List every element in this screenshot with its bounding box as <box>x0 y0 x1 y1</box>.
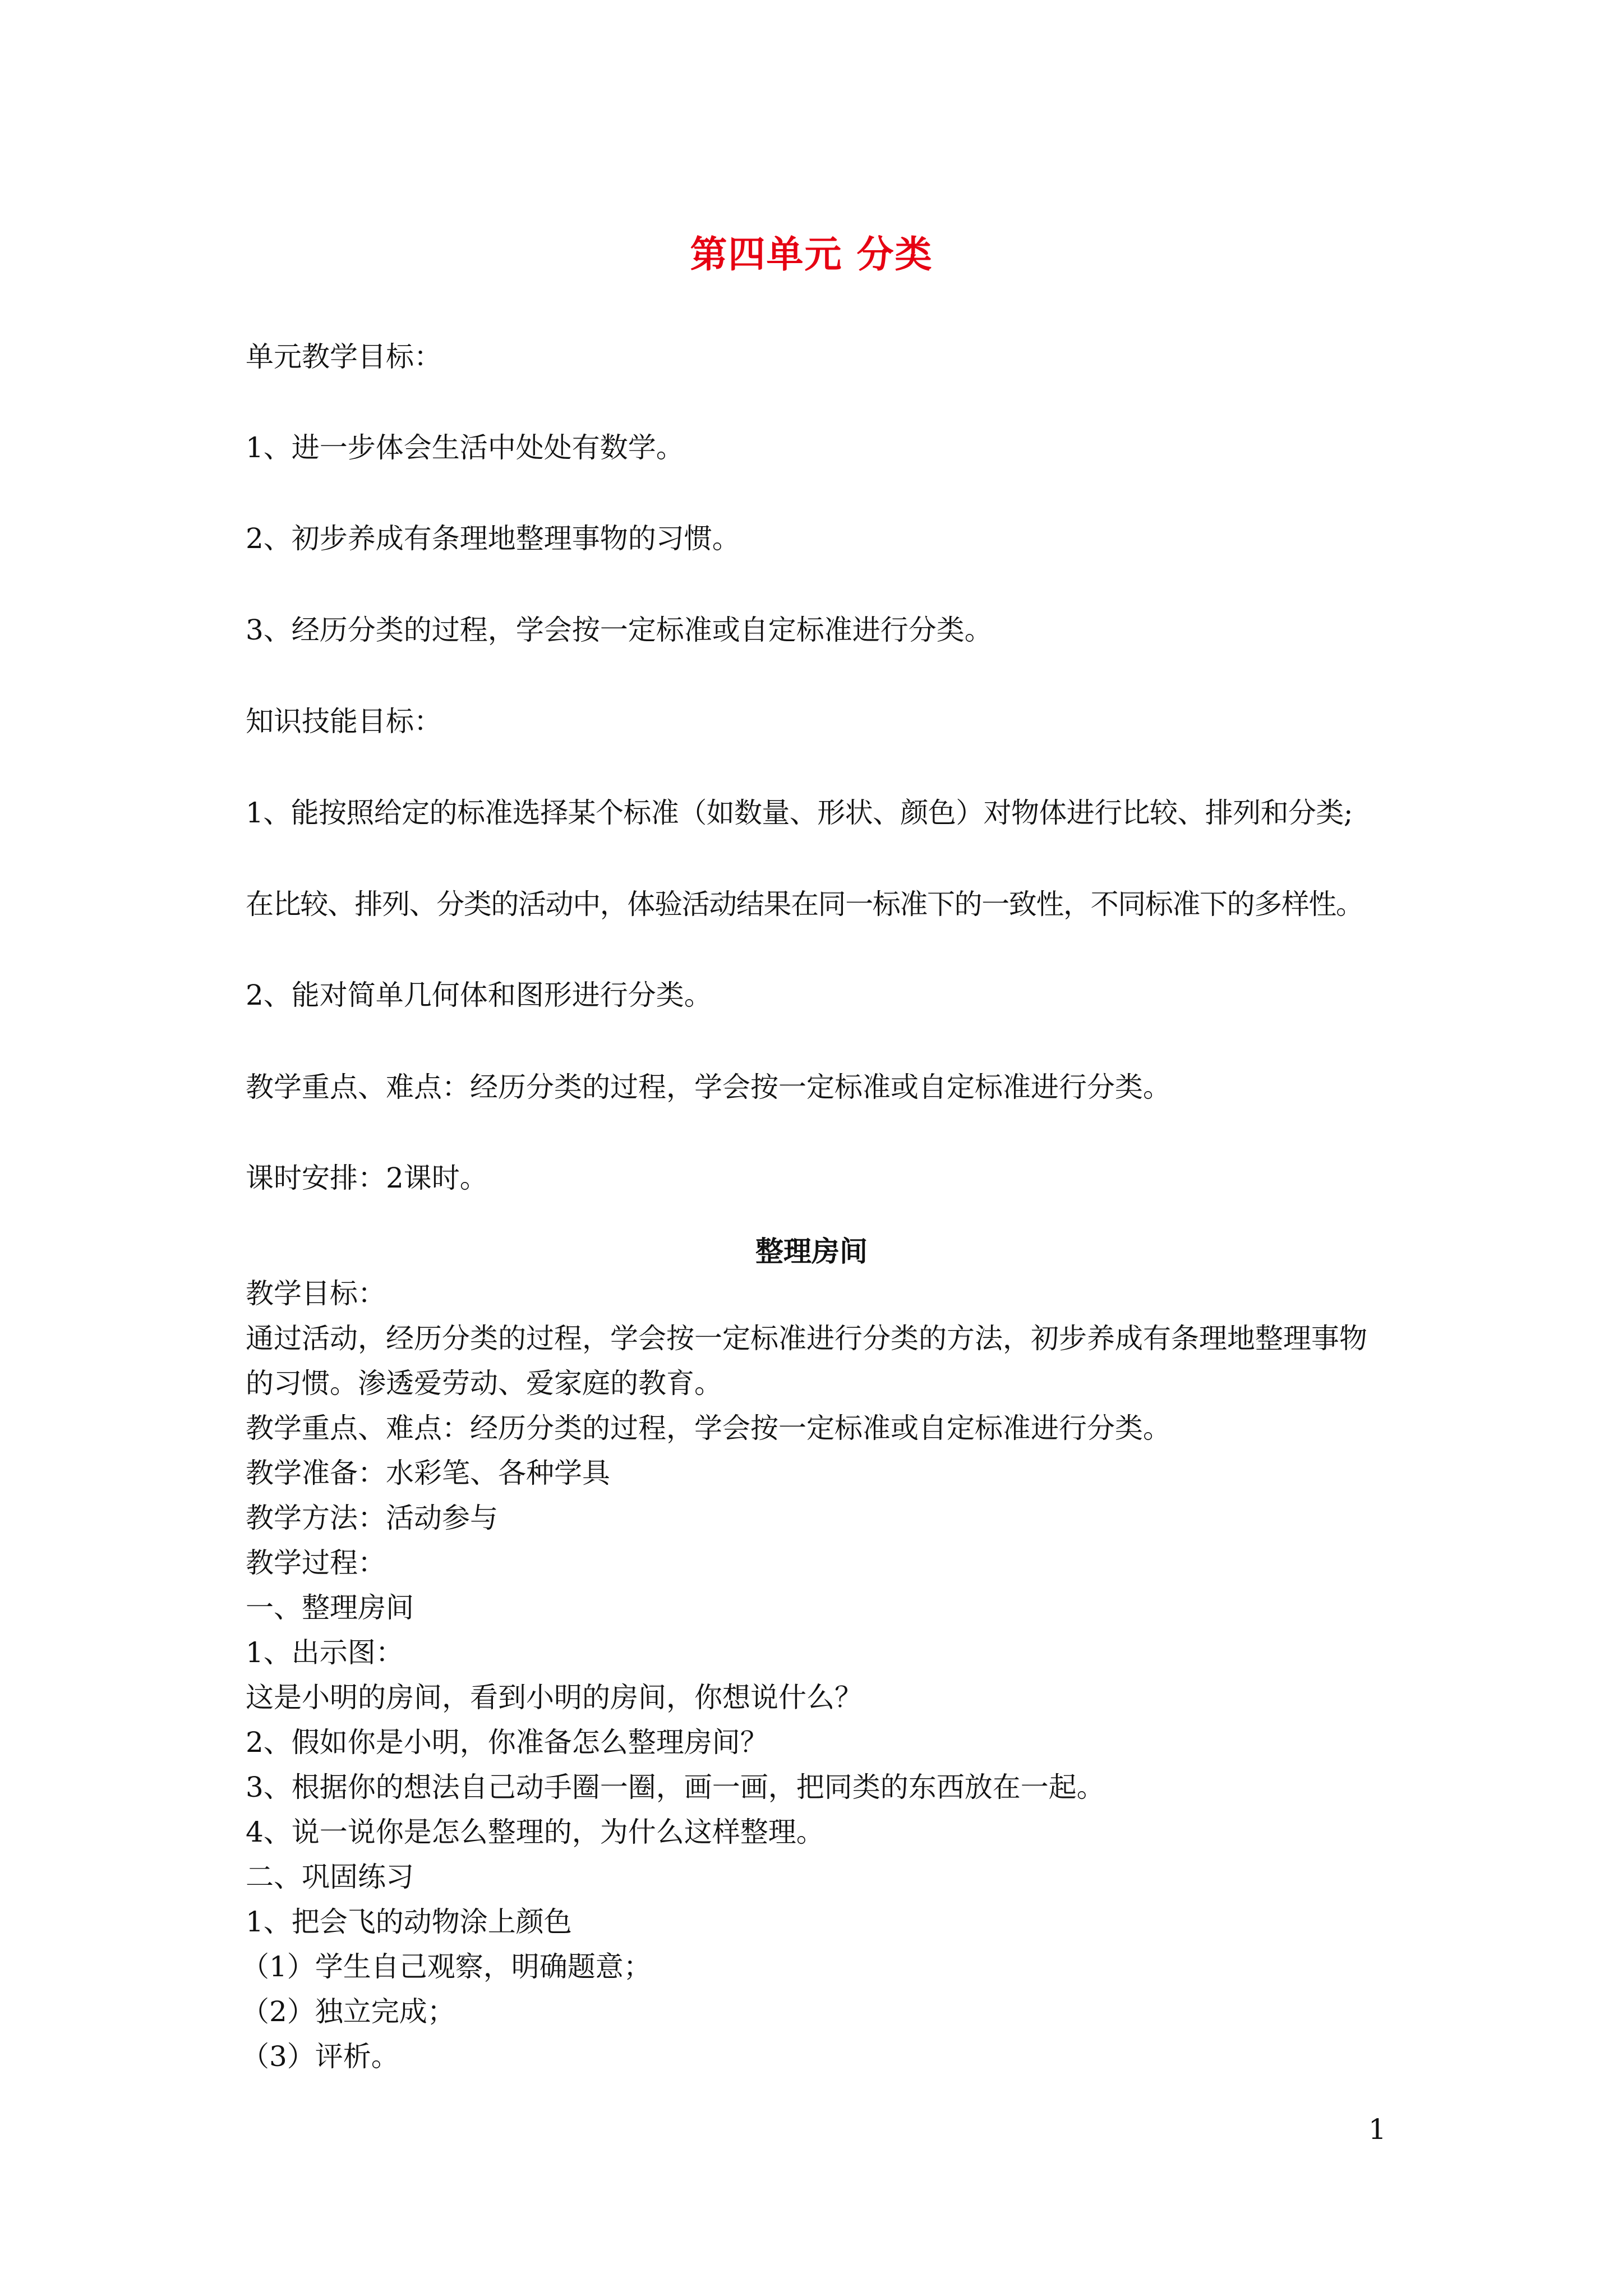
paragraph: 2、假如你是小明，你准备怎么整理房间？ <box>246 1726 768 1759</box>
paragraph: 3、根据你的想法自己动手圈一圈，画一画，把同类的东西放在一起。 <box>246 1771 1105 1803</box>
paragraph: 在比较、排列、分类的活动中，体验活动结果在同一标准下的一致性，不同标准下的多样性。 <box>246 888 1363 921</box>
paragraph: 2、能对简单几何体和图形进行分类。 <box>246 979 712 1011</box>
paragraph: 3、经历分类的过程，学会按一定标准或自定标准进行分类。 <box>246 614 993 646</box>
paragraph: 知识技能目标： <box>246 705 442 738</box>
paragraph: 这是小明的房间，看到小明的房间，你想说什么？ <box>246 1681 863 1714</box>
paragraph: 1、出示图： <box>246 1636 404 1669</box>
paragraph: 教学重点、难点：经历分类的过程，学会按一定标准或自定标准进行分类。 <box>246 1071 1171 1103</box>
section-title: 整理房间 <box>755 1235 868 1268</box>
paragraph: 1、把会飞的动物涂上颜色 <box>246 1906 572 1938</box>
paragraph: 单元教学目标： <box>246 341 442 373</box>
paragraph: 二、巩固练习 <box>246 1861 414 1893</box>
paragraph: 1、进一步体会生活中处处有数学。 <box>246 431 684 464</box>
paragraph: 教学目标： <box>246 1277 386 1310</box>
paragraph: （2）独立完成； <box>241 1995 455 2028</box>
paragraph: （1）学生自己观察，明确题意； <box>241 1950 652 1983</box>
paragraph: 的习惯。渗透爱劳动、爱家庭的教育。 <box>246 1367 722 1400</box>
paragraph: 教学过程： <box>246 1547 386 1579</box>
document-title: 第四单元 分类 <box>690 232 933 276</box>
paragraph: 4、说一说你是怎么整理的，为什么这样整理。 <box>246 1816 824 1848</box>
paragraph: 教学方法：活动参与 <box>246 1502 498 1534</box>
paragraph: 教学准备：水彩笔、各种学具 <box>246 1457 610 1489</box>
paragraph: 课时安排：2课时。 <box>246 1162 488 1194</box>
paragraph: 一、整理房间 <box>246 1591 414 1624</box>
paragraph: 2、初步养成有条理地整理事物的习惯。 <box>246 522 740 555</box>
paragraph: 教学重点、难点：经历分类的过程，学会按一定标准或自定标准进行分类。 <box>246 1412 1171 1444</box>
page-number: 1 <box>1368 2113 1386 2146</box>
paragraph: 1、能按照给定的标准选择某个标准（如数量、形状、颜色）对物体进行比较、排列和分类; <box>246 797 1353 829</box>
paragraph: （3）评析。 <box>241 2040 399 2073</box>
paragraph: 通过活动，经历分类的过程，学会按一定标准进行分类的方法，初步养成有条理地整理事物 <box>246 1322 1367 1355</box>
